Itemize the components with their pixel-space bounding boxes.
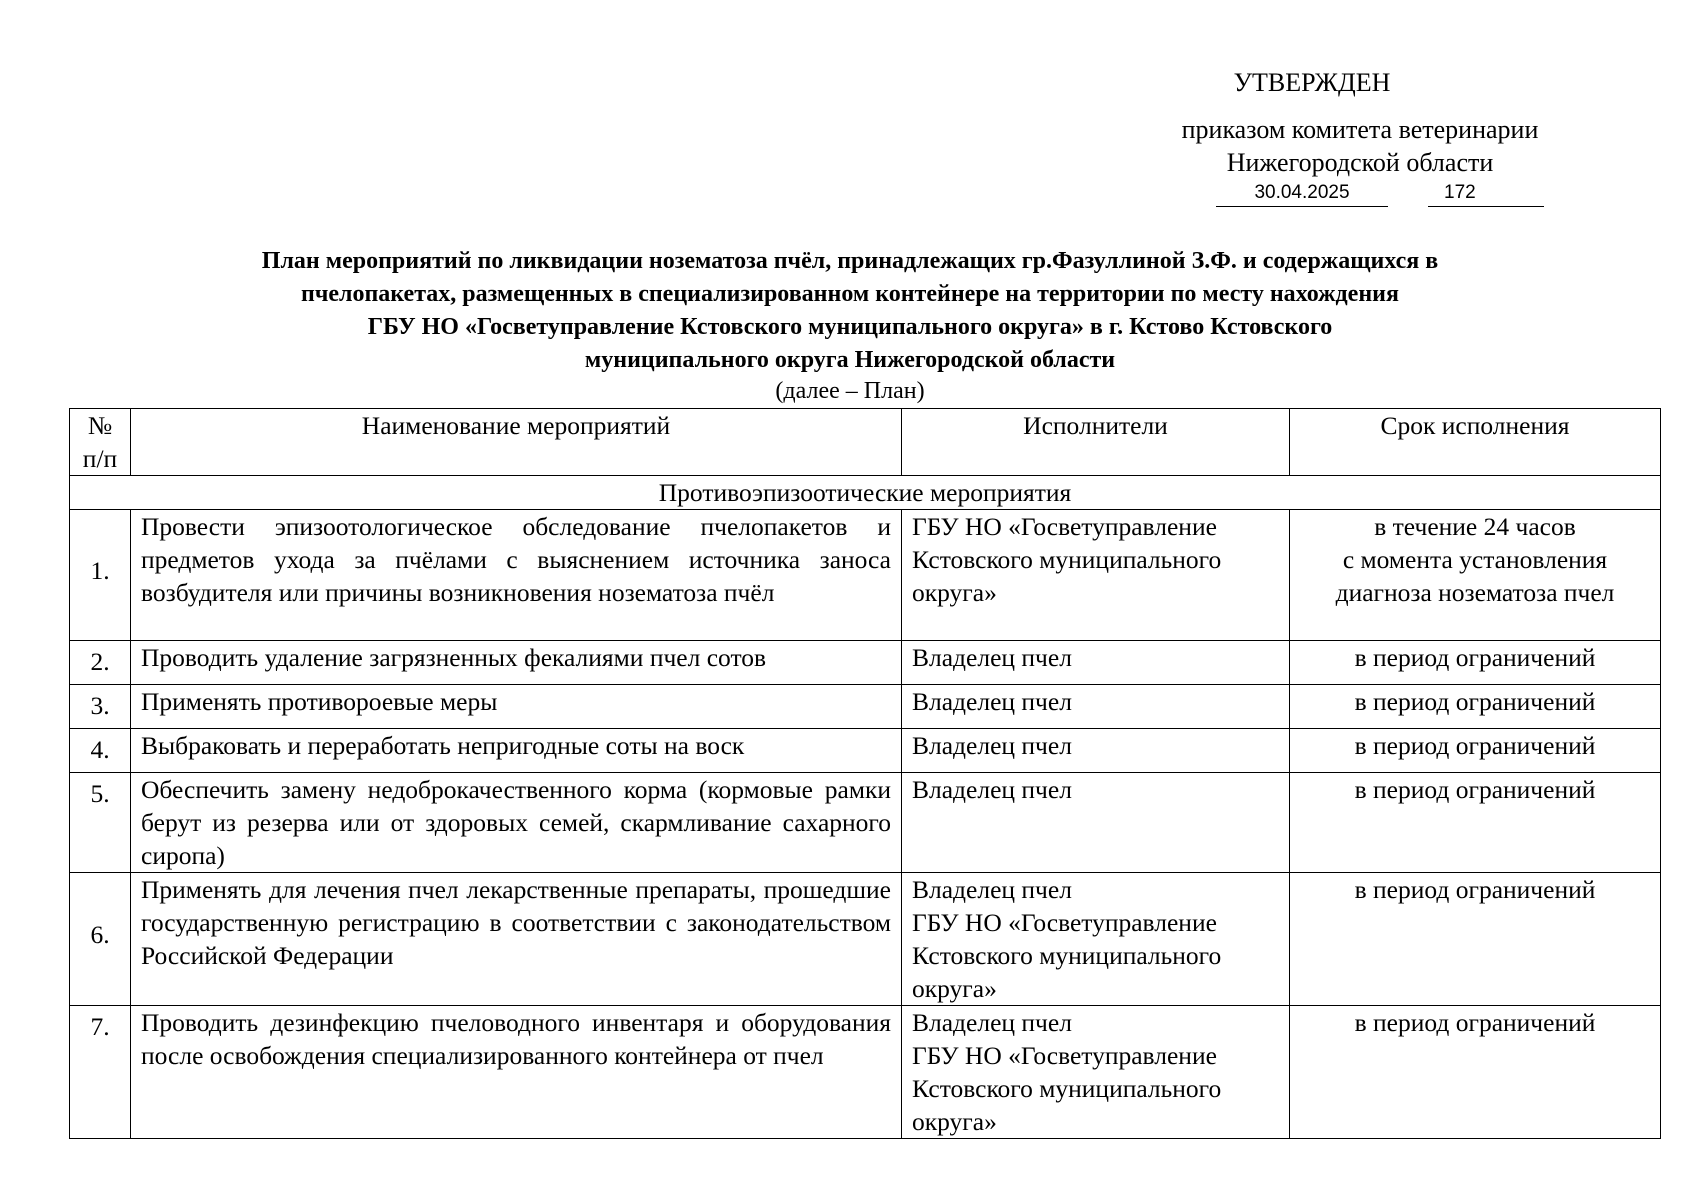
term-line: в период ограничений: [1354, 875, 1596, 904]
executor-line: Владелец пчел: [912, 643, 1072, 672]
header-number: [70, 409, 131, 476]
executor-line: Владелец пчел: [912, 875, 1072, 904]
title-line-4: муниципального округа Нижегородской области: [584, 347, 1116, 373]
table-row: [70, 685, 1661, 729]
row-term: [1290, 729, 1661, 773]
row-activity: Применять для лечения пчел лекарственные препараты, прошедшие государственную регистрацию в соответствии с законодательством Российской Федерации: [131, 873, 902, 1006]
executor-line: Владелец пчел: [912, 1008, 1072, 1037]
row-activity: Проводить удаление загрязненных фекалиями пчел сотов: [131, 641, 902, 685]
row-term: [1290, 510, 1661, 641]
document-subtitle: (далее – План): [775, 378, 925, 404]
row-number: 7.: [70, 1006, 131, 1139]
approval-line-1: приказом комитета ветеринарии: [1181, 115, 1539, 144]
section-row: [70, 476, 1661, 510]
term-line: в период ограничений: [1354, 687, 1596, 716]
table-row: [70, 510, 1661, 641]
row-executors: [902, 873, 1290, 1006]
row-number: 5.: [70, 773, 131, 873]
row-term: [1290, 773, 1661, 873]
title-line-2: пчелопакетах, размещенных в специализированном контейнере на территории по месту нахождения: [301, 281, 1399, 307]
table-row: [70, 641, 1661, 685]
term-line: диагноза нозематоза пчел: [1335, 578, 1615, 607]
term-line: в период ограничений: [1354, 643, 1596, 672]
title-line-3: ГБУ НО «Госветуправление Кстовского муниципального округа» в г. Кстово Кстовского: [367, 314, 1333, 340]
row-number: 6.: [70, 873, 131, 1006]
table-row: [70, 873, 1661, 1006]
executor-line: ГБУ НО «Госветуправление: [912, 512, 1217, 541]
term-line: в течение 24 часов: [1374, 512, 1576, 541]
section-title: Противоэпизоотические мероприятия: [70, 476, 1661, 510]
executor-line: Владелец пчел: [912, 775, 1072, 804]
executor-line: округа»: [912, 1107, 997, 1136]
row-term: [1290, 873, 1661, 1006]
table-row: [70, 773, 1661, 873]
term-line: в период ограничений: [1354, 775, 1596, 804]
row-number: 2.: [70, 641, 131, 685]
executor-line: Владелец пчел: [912, 687, 1072, 716]
order-details: [1216, 182, 1548, 212]
header-number-line-1: №: [87, 411, 113, 440]
table-row: [70, 729, 1661, 773]
row-executors: [902, 685, 1290, 729]
row-number: 3.: [70, 685, 131, 729]
order-date: 30.04.2025: [1216, 182, 1388, 207]
table-row: [70, 1006, 1661, 1139]
executor-line: Кстовского муниципального: [912, 545, 1222, 574]
row-executors: [902, 729, 1290, 773]
approval-line-2: Нижегородской области: [1226, 148, 1494, 177]
title-line-1: План мероприятий по ликвидации нозематоза пчёл, принадлежащих гр.Фазуллиной З.Ф. и содержащихся в: [261, 248, 1439, 274]
row-term: [1290, 685, 1661, 729]
document-title: [70, 245, 1630, 377]
row-activity: Провести эпизоотологическое обследование пчелопакетов и предметов ухода за пчёлами с выяснением источника заноса возбудителя или причины возникновения нозематоза пчёл: [131, 510, 902, 641]
approval-block: [1140, 66, 1580, 179]
row-executors: [902, 773, 1290, 873]
executor-line: ГБУ НО «Госветуправление: [912, 1041, 1217, 1070]
row-term: [1290, 641, 1661, 685]
row-executors: [902, 1006, 1290, 1139]
row-activity: Обеспечить замену недоброкачественного корма (кормовые рамки берут из резерва или от здоровых семей, скармливание сахарного сиропа): [131, 773, 902, 873]
row-executors: [902, 510, 1290, 641]
approval-heading: УТВЕРЖДЕН: [1233, 68, 1391, 97]
table-header-row: [70, 409, 1661, 476]
header-number-line-2: п/п: [82, 444, 118, 473]
term-line: в период ограничений: [1354, 1008, 1596, 1037]
order-number: 172: [1428, 182, 1544, 207]
header-name: Наименование мероприятий: [131, 409, 902, 476]
executor-line: Кстовского муниципального: [912, 941, 1222, 970]
executor-line: ГБУ НО «Госветуправление: [912, 908, 1217, 937]
row-activity: Проводить дезинфекцию пчеловодного инвентаря и оборудования после освобождения специализированного контейнера от пчел: [131, 1006, 902, 1139]
header-executors: Исполнители: [902, 409, 1290, 476]
executor-line: Владелец пчел: [912, 731, 1072, 760]
term-line: с момента установления: [1342, 545, 1608, 574]
row-activity: Применять противороевые меры: [131, 685, 902, 729]
executor-line: Кстовского муниципального: [912, 1074, 1222, 1103]
row-number: 1.: [70, 510, 131, 641]
table-body: [70, 476, 1661, 1139]
row-number: 4.: [70, 729, 131, 773]
row-activity: Выбраковать и переработать непригодные соты на воск: [131, 729, 902, 773]
executor-line: округа»: [912, 578, 997, 607]
term-line: в период ограничений: [1354, 731, 1596, 760]
plan-table: [69, 408, 1661, 1139]
row-term: [1290, 1006, 1661, 1139]
header-term: Срок исполнения: [1290, 409, 1661, 476]
executor-line: округа»: [912, 974, 997, 1003]
row-executors: [902, 641, 1290, 685]
